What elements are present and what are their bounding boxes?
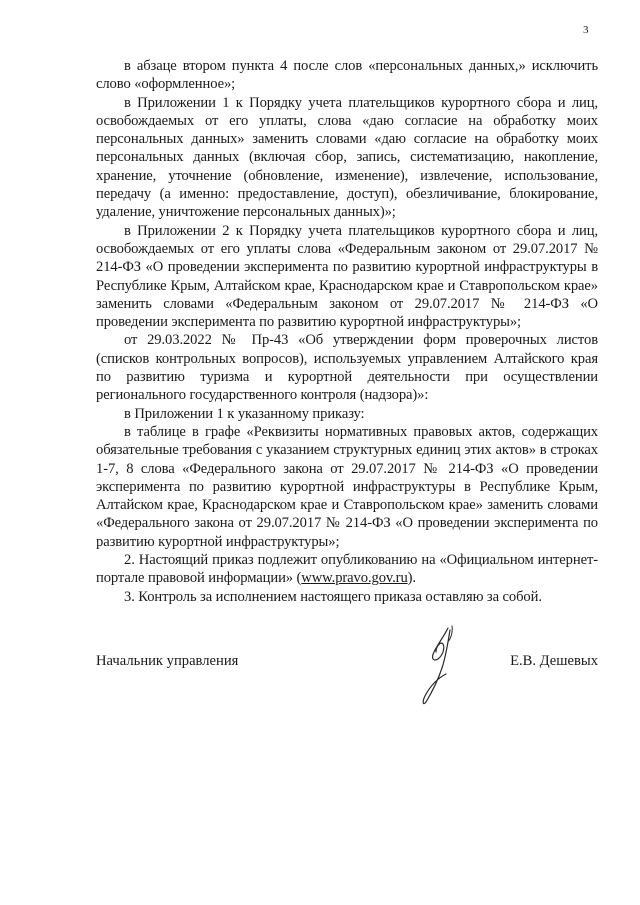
page-number: 3 bbox=[583, 24, 589, 36]
paragraph-3: в Приложении 2 к Порядку учета плательщиков курортного сбора и лиц, освобождаемых от его уплаты слова «Федеральным законом от 29.07.2017 № 214-ФЗ «О проведении эксперимента по развитию курортной инфраструктуры в Республике Крым, Алтайском крае, Краснодарском крае и Ставропольском крае» заменить словами «Федеральным законом от 29.07.2017 № 214-ФЗ «О проведении эксперимента по развитию курортной инфраструктуры»; bbox=[96, 222, 598, 331]
paragraph-2: в Приложении 1 к Порядку учета плательщиков курортного сбора и лиц, освобождаемых от его уплаты, слова «даю согласие на обработку моих персональных данных» заменить словами «даю согласие на обработку моих персональных данных (включая сбор, запись, систематизацию, накопление, хранение, уточнение (обновление, изменение), извлечение, использование, передачу (а именно: предоставление, доступ), обезличивание, блокирование, удаление, уничтожение персональных данных)»; bbox=[96, 94, 598, 221]
document-body bbox=[96, 57, 598, 606]
paragraph-5: в Приложении 1 к указанному приказу: bbox=[124, 405, 365, 422]
item-3-paragraph: 3. Контроль за исполнением настоящего приказа оставляю за собой. bbox=[124, 588, 542, 605]
item-2-text-before: 2. Настоящий приказ подлежит опубликованию на «Официальном интернет-портале правовой информации» ( bbox=[96, 552, 598, 587]
signature-block bbox=[96, 652, 598, 672]
item-2-text-after: ). bbox=[407, 570, 416, 587]
paragraph-6: в таблице в графе «Реквизиты нормативных правовых актов, содержащих обязательные требования с указанием структурных единиц этих актов» в строках 1-7, 8 слова «Федерального закона от 29.07.2017 № 214-ФЗ «О проведении эксперимента по развитию курортной инфраструктуры в Республике Крым, Алтайском крае, Краснодарском крае и Ставропольском крае» заменить словами «Федерального закона от 29.07.2017 № 214-ФЗ «О проведении эксперимента по развитию курортной инфраструктуры»; bbox=[96, 423, 598, 550]
paragraph-4: от 29.03.2022 № Пр-43 «Об утверждении форм проверочных листов (списков контрольных вопросов), используемых управлением Алтайского края по развитию туризма и курортной деятельности при осуществлении регионального государственного контроля (надзора)»: bbox=[96, 332, 598, 404]
handwritten-signature bbox=[418, 622, 468, 708]
item-2-paragraph bbox=[96, 551, 598, 588]
signatory-position: Начальник управления bbox=[96, 653, 239, 669]
signatory-name: Е.В. Дешевых bbox=[510, 653, 598, 669]
pravo-gov-link[interactable]: www.pravo.gov.ru bbox=[301, 570, 408, 587]
paragraph-1: в абзаце втором пункта 4 после слов «персональных данных,» исключить слово «оформленное»; bbox=[96, 58, 598, 93]
